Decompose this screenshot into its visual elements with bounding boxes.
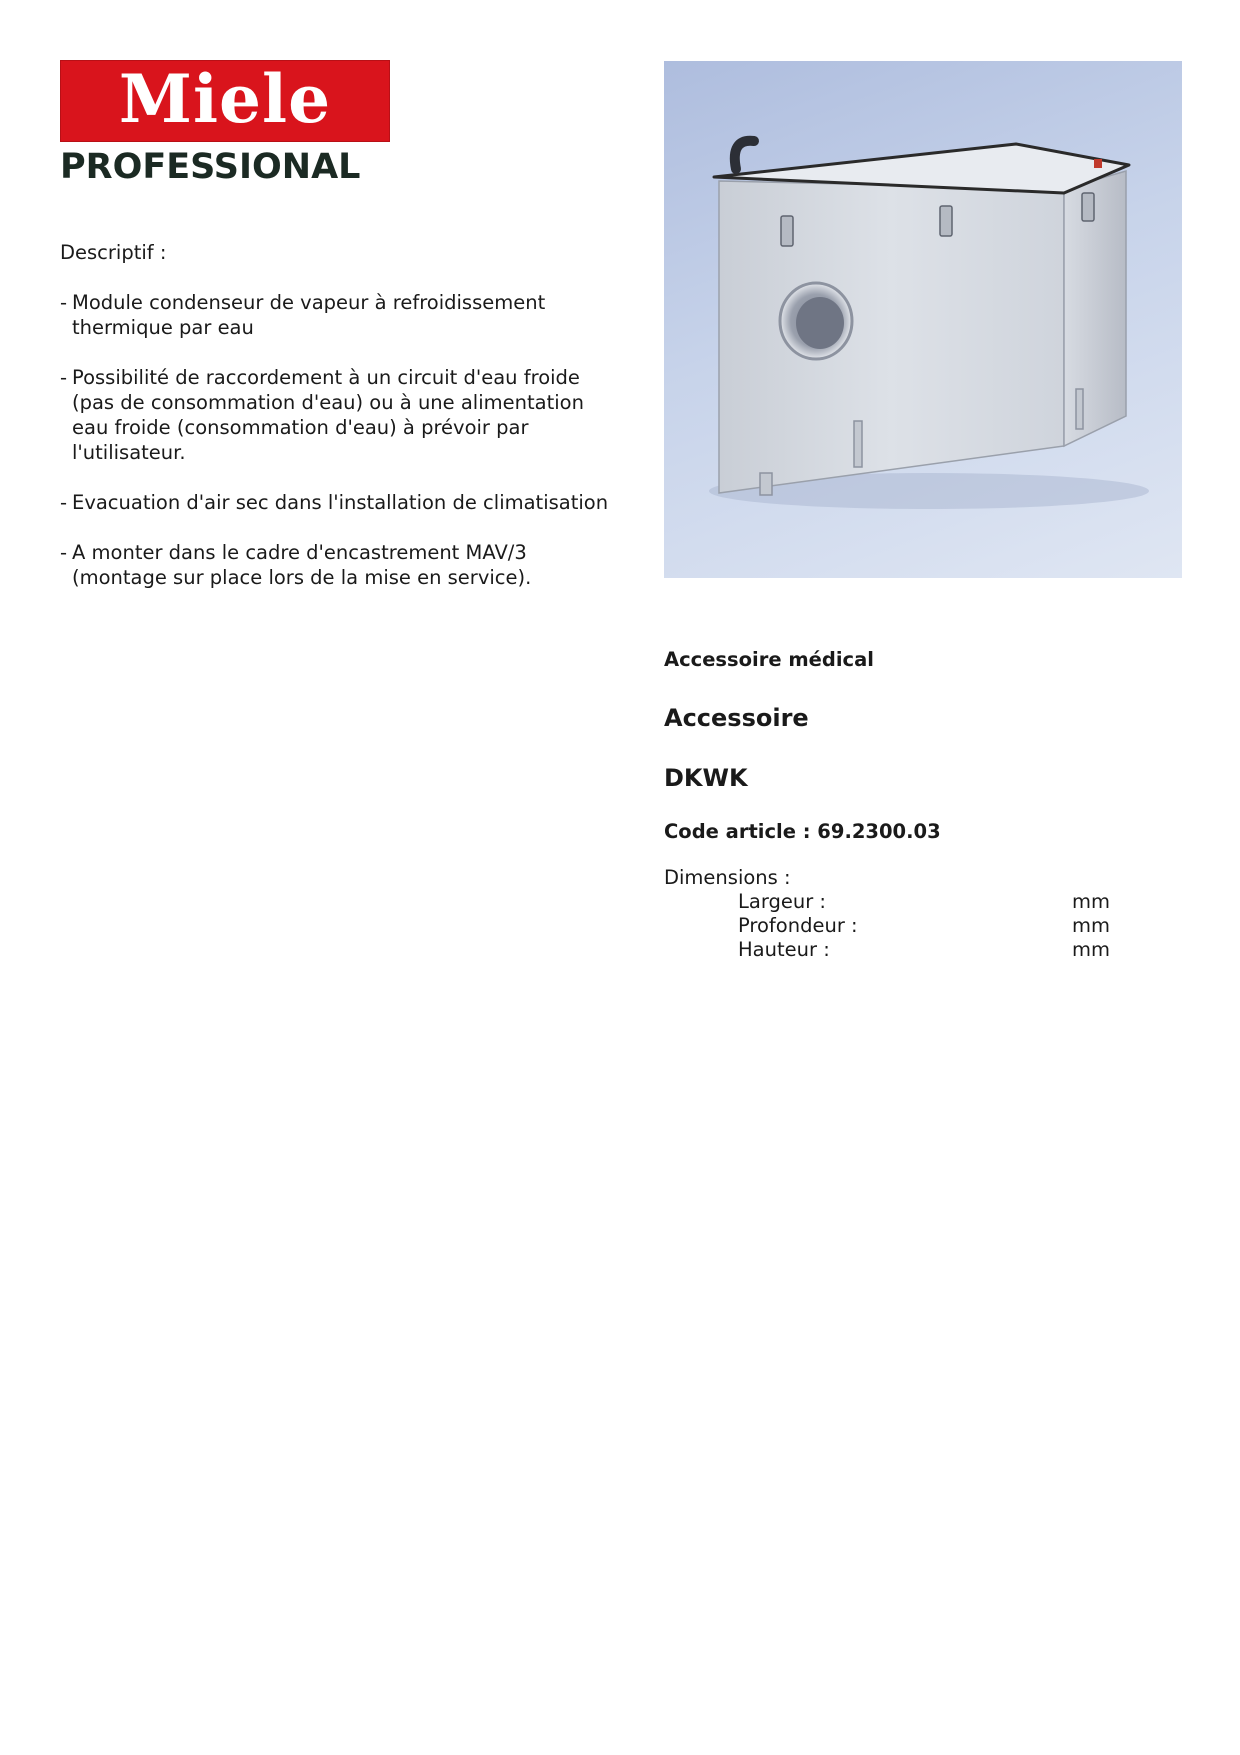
- dimension-row-depth: [664, 914, 1184, 938]
- product-info: [664, 645, 1184, 962]
- dimensions-title: Dimensions :: [664, 866, 791, 889]
- article-code: Code article : 69.2300.03: [664, 820, 941, 843]
- dimensions-section: [664, 865, 1184, 962]
- description-item-text: A monter dans le cadre d'encastrement MAV/3 (montage sur place lors de la mise en service).: [72, 541, 532, 589]
- dimension-label: Hauteur :: [738, 938, 830, 961]
- bullet-dash: -: [60, 541, 68, 564]
- description-item-text: Evacuation d'air sec dans l'installation de climatisation: [72, 491, 609, 514]
- miele-professional-logo: [60, 60, 390, 192]
- dimension-row-height: [664, 938, 1184, 962]
- product-model: DKWK: [664, 764, 748, 792]
- dimension-unit: mm: [1072, 914, 1110, 937]
- description-title: Descriptif :: [60, 241, 167, 264]
- dimension-label: Largeur :: [738, 890, 827, 913]
- logo-brand-text: Miele: [118, 60, 332, 138]
- product-category: Accessoire médical: [664, 648, 874, 671]
- product-photo: [664, 61, 1182, 578]
- dimension-row-width: [664, 890, 1184, 914]
- dimension-unit: mm: [1072, 890, 1110, 913]
- description-section: [60, 240, 620, 615]
- logo-sub-text: PROFESSIONAL: [60, 147, 361, 187]
- logo-brand-box: [60, 60, 390, 142]
- description-item: [60, 490, 620, 515]
- description-item: [60, 290, 620, 340]
- bullet-dash: -: [60, 491, 68, 514]
- product-type: Accessoire: [664, 704, 809, 732]
- bullet-dash: -: [60, 291, 68, 314]
- description-item: [60, 540, 620, 590]
- description-item: [60, 365, 620, 465]
- dimension-label: Profondeur :: [738, 914, 858, 937]
- condenser-unit-illustration: [664, 61, 1182, 578]
- dimension-unit: mm: [1072, 938, 1110, 961]
- description-item-text: Module condenseur de vapeur à refroidissement thermique par eau: [72, 291, 546, 339]
- description-item-text: Possibilité de raccordement à un circuit d'eau froide (pas de consommation d'eau) ou à une alimentation eau froide (consommation d'eau) à prévoir par l'utilisateur.: [72, 366, 584, 464]
- bullet-dash: -: [60, 366, 68, 389]
